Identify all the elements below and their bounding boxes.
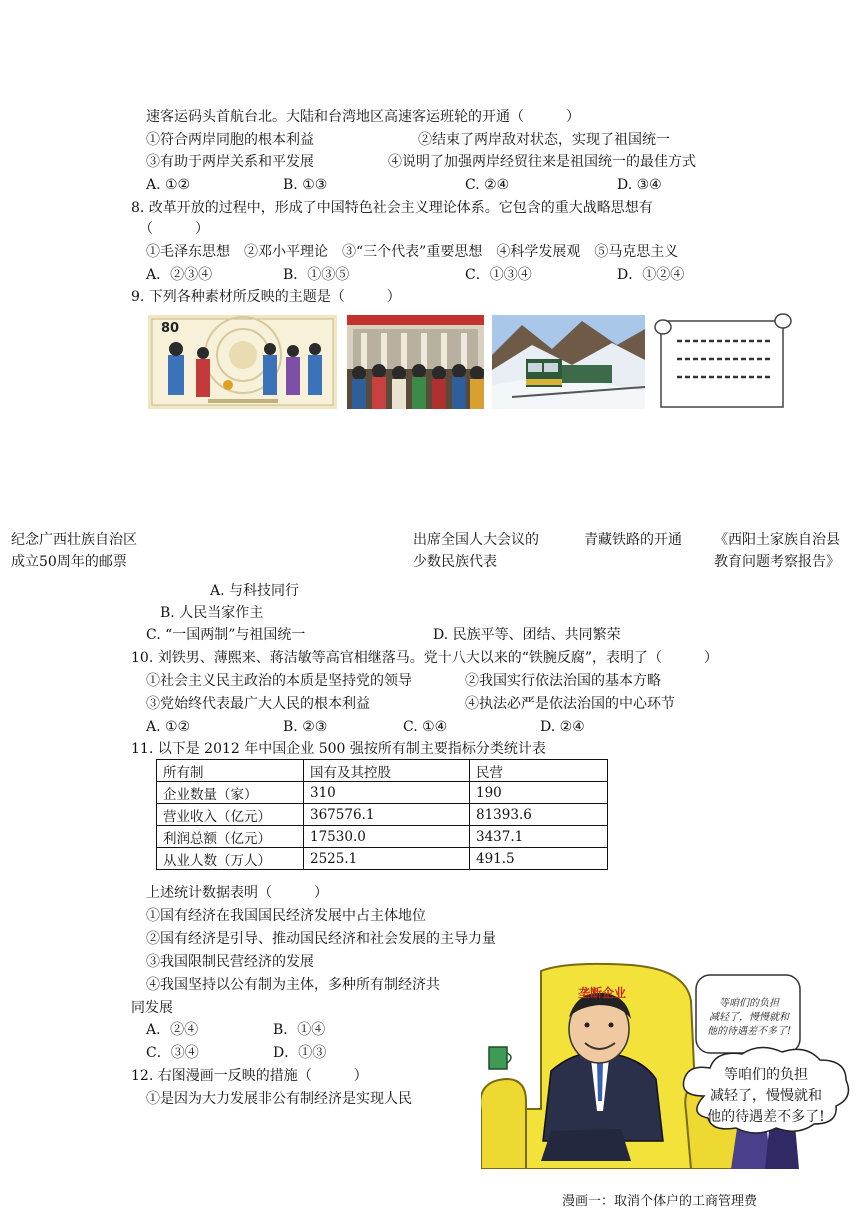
thought-bubble-text bbox=[698, 1065, 834, 1128]
table-cell: 190 bbox=[470, 782, 608, 804]
q10-option-1: ①社会主义民主政治的本质是坚持党的领导 bbox=[146, 673, 412, 689]
caption-representatives-line2: 少数民族代表 bbox=[413, 554, 497, 570]
q11-stem: 11. 以下是 2012 年中国企业 500 强按所有制主要指标分类统计表 bbox=[131, 741, 546, 757]
q10-stem: 10. 刘铁男、薄熙来、蒋洁敏等高官相继落马。党十八大以来的“铁腕反腐”，表明了（ ） bbox=[131, 650, 719, 666]
board-line-2: 减轻了，慢慢就和 bbox=[709, 1012, 789, 1023]
table-cell: 从业人数（万人） bbox=[157, 848, 304, 870]
q10-option-2: ②我国实行依法治国的基本方略 bbox=[465, 673, 661, 689]
table-cell: 利润总额（亿元） bbox=[157, 826, 304, 848]
table-cell: 310 bbox=[304, 782, 470, 804]
q11-option-4-line1: ④我国坚持以公有制为主体，多种所有制经济共 bbox=[146, 977, 440, 993]
q10-choice-c: C. ①④ bbox=[403, 719, 448, 735]
q8-choice-c: C．①③④ bbox=[465, 267, 532, 283]
q11-choice-c: C．③④ bbox=[146, 1045, 199, 1061]
table-header-cell: 所有制 bbox=[157, 760, 304, 782]
table-cell: 企业数量（家） bbox=[157, 782, 304, 804]
q8-choice-b: B．①③⑤ bbox=[283, 267, 350, 283]
q8-choice-d: D．①②④ bbox=[617, 267, 685, 283]
table-cell: 3437.1 bbox=[470, 826, 608, 848]
stamp-value: 80 bbox=[161, 321, 180, 336]
q11-choice-b: B．①④ bbox=[273, 1022, 326, 1038]
q10-option-4: ④执法必严是依法治国的中心环节 bbox=[465, 696, 675, 712]
q8-stem: 8. 改革开放的过程中，形成了中国特色社会主义理论体系。它包含的重大战略思想有 bbox=[131, 200, 653, 216]
q12-stem: 12. 右图漫画一反映的措施（ ） bbox=[131, 1068, 368, 1084]
q7-stem: 速客运码头首航台北。大陆和台湾地区高速客运班轮的开通（ ） bbox=[146, 109, 580, 125]
q11-choice-a: A．②④ bbox=[146, 1022, 199, 1038]
cartoon-caption: 漫画一：取消个体户的工商管理费 bbox=[562, 1194, 758, 1209]
q7-choice-a: A. ①② bbox=[146, 177, 191, 193]
q11-option-4-line2: 同发展 bbox=[131, 1000, 173, 1016]
ownership-statistics-table bbox=[156, 759, 608, 870]
q8-choice-a: A．②③④ bbox=[146, 267, 213, 283]
board-line-1: 等咱们的负担 bbox=[719, 998, 779, 1009]
caption-stamp-line1: 纪念广西壮族自治区 bbox=[11, 532, 137, 548]
report-scroll-image bbox=[651, 311, 793, 411]
caption-report-line1: 《西阳土家族自治县 bbox=[714, 532, 840, 548]
q8-items: ①毛泽东思想 ②邓小平理论 ③“三个代表”重要思想 ④科学发展观 ⑤马克思主义 bbox=[146, 244, 679, 260]
table-row bbox=[157, 804, 608, 826]
table-row bbox=[157, 782, 608, 804]
table-cell: 营业收入（亿元） bbox=[157, 804, 304, 826]
table-row bbox=[157, 848, 608, 870]
table-header-cell: 国有及其控股 bbox=[304, 760, 470, 782]
q7-option-1: ①符合两岸同胞的根本利益 bbox=[146, 132, 314, 148]
q9-stem: 9. 下列各种素材所反映的主题是（ ） bbox=[131, 289, 401, 305]
q7-choice-b: B. ①③ bbox=[283, 177, 328, 193]
bubble-line-3: 他的待遇差不多了! bbox=[707, 1109, 825, 1125]
bubble-line-1: 等咱们的负担 bbox=[724, 1067, 808, 1083]
stamp-image bbox=[148, 315, 337, 409]
q9-choice-b: B. 人民当家作主 bbox=[160, 605, 264, 621]
q11-prompt: 上述统计数据表明（ ） bbox=[146, 885, 328, 901]
q9-choice-a: A. 与科技同行 bbox=[210, 583, 300, 599]
q7-choice-d: D. ③④ bbox=[617, 177, 662, 193]
q8-stem-bracket: （ ） bbox=[139, 221, 209, 237]
bubble-line-2: 减轻了，慢慢就和 bbox=[710, 1088, 822, 1104]
q7-option-2: ②结束了两岸敌对状态，实现了祖国统一 bbox=[418, 132, 670, 148]
q9-choice-c: C. “一国两制”与祖国统一 bbox=[146, 627, 306, 643]
table-cell: 17530.0 bbox=[304, 826, 470, 848]
q10-choice-b: B. ②③ bbox=[283, 719, 328, 735]
caption-representatives-line1: 出席全国人大会议的 bbox=[413, 532, 539, 548]
q11-option-2: ②国有经济是引导、推动国民经济和社会发展的主导力量 bbox=[146, 931, 496, 947]
table-cell: 2525.1 bbox=[304, 848, 470, 870]
q7-option-4: ④说明了加强两岸经贸往来是祖国统一的最佳方式 bbox=[388, 154, 696, 170]
board-line-3: 他的待遇差不多了! bbox=[706, 1026, 792, 1037]
q11-option-3: ③我国限制民营经济的发展 bbox=[146, 954, 314, 970]
table-row bbox=[157, 826, 608, 848]
q9-choice-d: D. 民族平等、团结、共同繁荣 bbox=[433, 627, 621, 643]
representatives-image bbox=[347, 315, 484, 409]
q11-option-1: ①国有经济在我国国民经济发展中占主体地位 bbox=[146, 908, 426, 924]
railway-image bbox=[492, 315, 645, 409]
table-header-row bbox=[157, 760, 608, 782]
q12-option-1: ①是因为大力发展非公有制经济是实现人民 bbox=[146, 1091, 412, 1107]
q11-choice-d: D．①③ bbox=[273, 1045, 327, 1061]
caption-report-line2: 教育问题考察报告》 bbox=[714, 554, 840, 570]
q10-choice-a: A. ①② bbox=[146, 719, 191, 735]
caption-railway: 青藏铁路的开通 bbox=[584, 532, 682, 548]
q7-choice-c: C. ②④ bbox=[465, 177, 510, 193]
q7-option-3: ③有助于两岸关系和平发展 bbox=[146, 154, 314, 170]
cartoon-board-text bbox=[703, 997, 795, 1039]
caption-stamp-line2: 成立50周年的邮票 bbox=[11, 554, 127, 570]
table-cell: 491.5 bbox=[470, 848, 608, 870]
q10-option-3: ③党始终代表最广大人民的根本利益 bbox=[146, 696, 370, 712]
table-cell: 367576.1 bbox=[304, 804, 470, 826]
chair-label: 垄断企业 bbox=[578, 986, 627, 1000]
table-cell: 81393.6 bbox=[470, 804, 608, 826]
table-header-cell: 民营 bbox=[470, 760, 608, 782]
q10-choice-d: D. ②④ bbox=[540, 719, 585, 735]
